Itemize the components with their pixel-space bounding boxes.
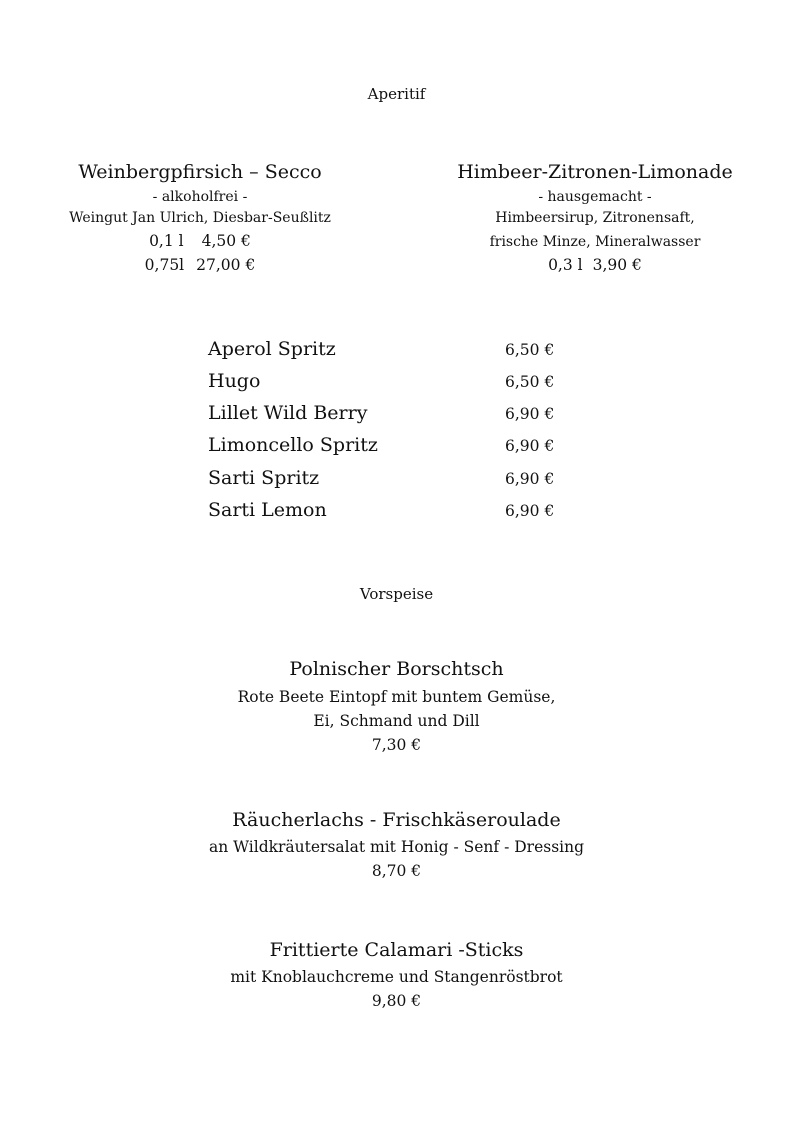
drink-price-sarti-lemon: 6,90 € <box>505 502 555 520</box>
dish-price-raeucherlachs: 8,70 € <box>371 862 422 880</box>
secco-producer: Weingut Jan Ulrich, Diesbar-Seußlitz <box>69 210 331 226</box>
dish-description-borschtsch-1: Rote Beete Eintopf mit buntem Gemüse, <box>237 688 556 706</box>
limonade-ingredients-2: frische Minze, Mineralwasser <box>489 234 701 250</box>
secco-amount-small: 4,50 € <box>201 232 251 250</box>
dish-description-calamari: mit Knoblauchcreme und Stangenröstbrot <box>230 968 563 986</box>
drink-name-limoncello-spritz: Limoncello Spritz <box>208 434 378 456</box>
dish-title-raeucherlachs: Räucherlachs - Frischkäseroulade <box>232 809 561 831</box>
limonade-ingredients-1: Himbeersirup, Zitronensaft, <box>495 210 695 226</box>
drink-name-lillet-wild-berry: Lillet Wild Berry <box>208 402 368 424</box>
drink-price-hugo: 6,50 € <box>505 373 555 391</box>
limonade-title: Himbeer-Zitronen-Limonade <box>457 161 733 183</box>
drink-name-sarti-spritz: Sarti Spritz <box>208 467 320 489</box>
secco-size-bottle: 0,75l <box>144 256 185 274</box>
secco-note: - alkoholfrei - <box>152 189 248 205</box>
drink-price-aperol-spritz: 6,50 € <box>505 341 555 359</box>
secco-price-bottle <box>50 256 350 274</box>
limonade-amount: 3,90 € <box>592 256 642 274</box>
limonade-price <box>445 256 745 274</box>
drink-name-hugo: Hugo <box>208 370 261 392</box>
limonade-note: - hausgemacht - <box>538 189 652 205</box>
drink-price-limoncello-spritz: 6,90 € <box>505 437 555 455</box>
secco-price-small <box>50 232 350 250</box>
dish-description-borschtsch-2: Ei, Schmand und Dill <box>313 712 480 730</box>
drink-name-aperol-spritz: Aperol Spritz <box>208 338 336 360</box>
dish-title-borschtsch: Polnischer Borschtsch <box>289 658 504 680</box>
secco-title: Weinbergpfirsich – Secco <box>78 161 322 183</box>
dish-description-raeucherlachs: an Wildkräutersalat mit Honig - Senf - Dressing <box>208 838 585 856</box>
dish-price-calamari: 9,80 € <box>371 992 422 1010</box>
aperitif-heading: Aperitif <box>367 85 426 103</box>
dish-title-calamari: Frittierte Calamari -Sticks <box>269 939 524 961</box>
limonade-size: 0,3 l <box>548 256 583 274</box>
secco-size-small: 0,1 l <box>149 232 184 250</box>
vorspeise-heading: Vorspeise <box>359 585 434 603</box>
dish-price-borschtsch: 7,30 € <box>371 736 422 754</box>
drink-price-lillet-wild-berry: 6,90 € <box>505 405 555 423</box>
drink-price-sarti-spritz: 6,90 € <box>505 470 555 488</box>
drink-name-sarti-lemon: Sarti Lemon <box>208 499 327 521</box>
secco-amount-bottle: 27,00 € <box>196 256 256 274</box>
